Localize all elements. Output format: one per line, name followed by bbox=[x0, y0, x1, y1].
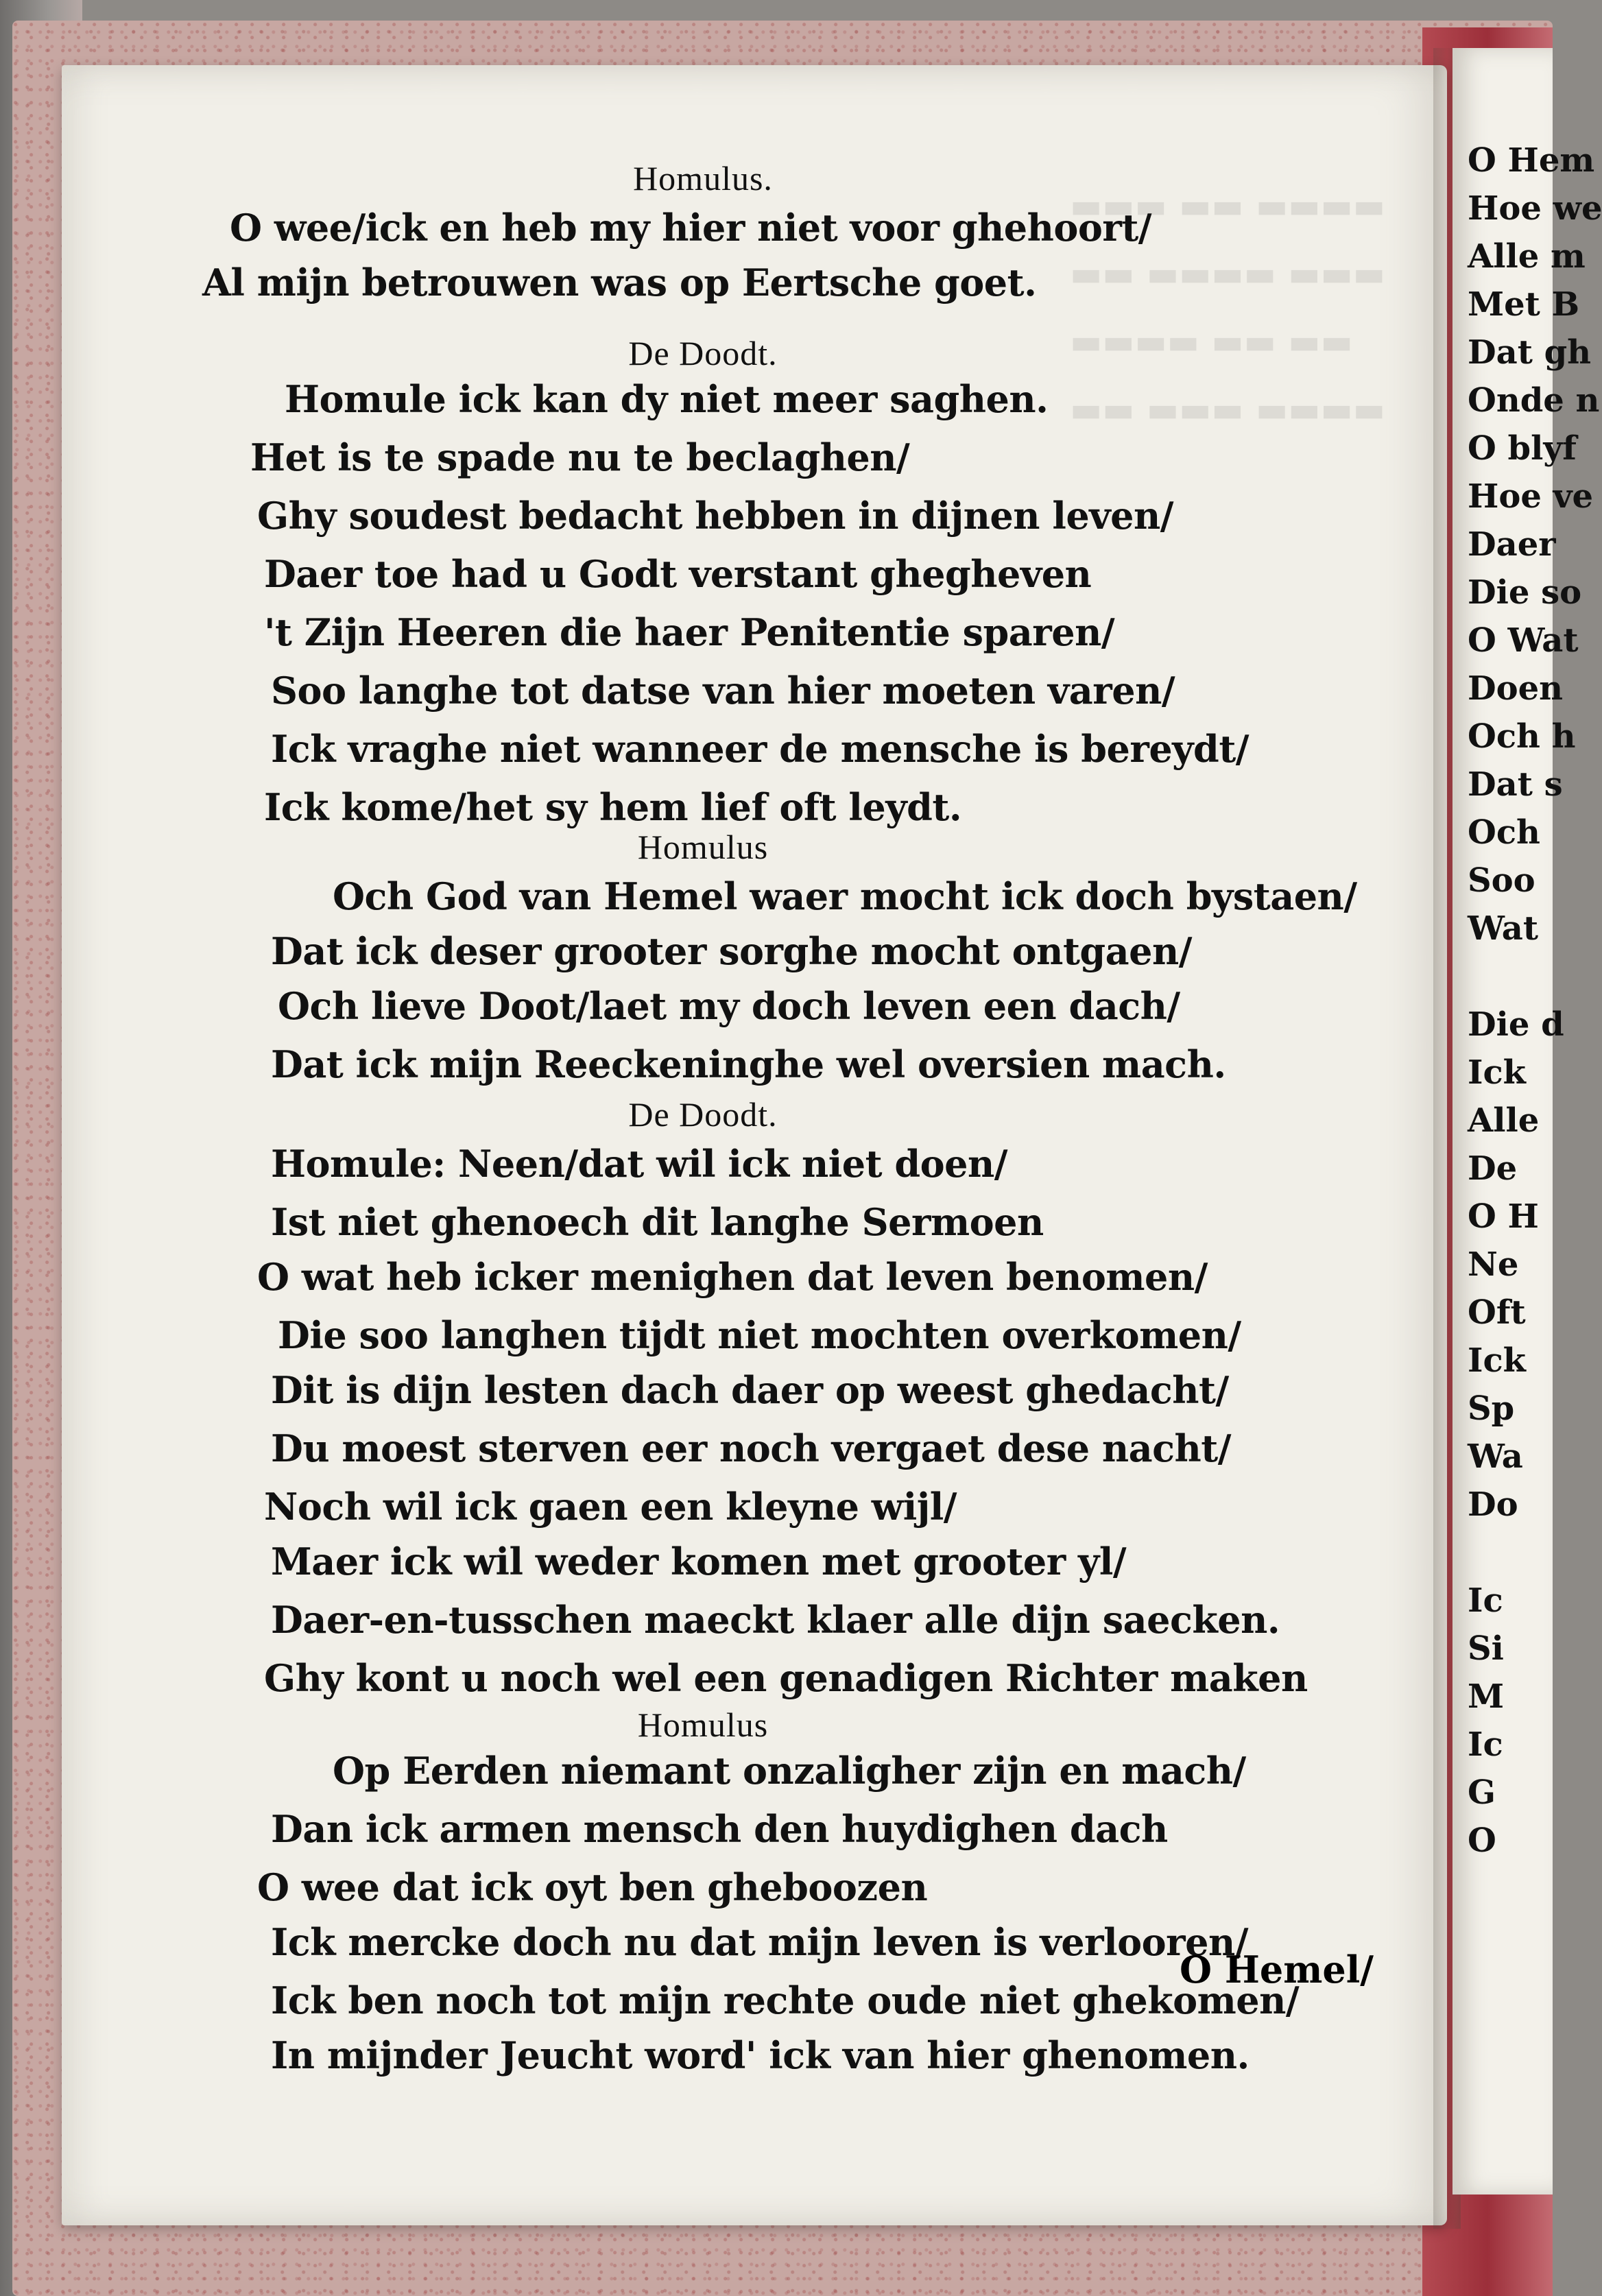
facing-line-fragment: O H bbox=[1468, 1197, 1539, 1236]
facing-line-fragment: Doen bbox=[1468, 669, 1564, 708]
verse-line: Het is te spade nu te beclaghen/ bbox=[250, 435, 910, 479]
verse-line: Die soo langhen tijdt niet mochten overkomen/ bbox=[278, 1313, 1241, 1357]
facing-line-fragment: Dat s bbox=[1468, 765, 1563, 804]
verse-line: Du moest sterven eer noch vergaet dese nacht/ bbox=[271, 1426, 1231, 1470]
catchword: O Hemel/ bbox=[1180, 1948, 1374, 1992]
verse-line: Ghy kont u noch wel een genadigen Richter maken bbox=[264, 1656, 1308, 1700]
facing-line-fragment: Alle m bbox=[1468, 237, 1586, 276]
facing-line-fragment bbox=[1468, 1536, 1557, 1584]
verse-line: Ick ben noch tot mijn rechte oude niet ghekomen/ bbox=[271, 1978, 1300, 2022]
facing-line-fragment: Die d bbox=[1468, 1005, 1564, 1044]
verse-line: Och lieve Doot/laet my doch leven een dach/ bbox=[278, 984, 1180, 1028]
verse-line: Dat ick deser grooter sorghe mocht ontgaen/ bbox=[271, 929, 1192, 973]
speaker-heading: De Doodt. bbox=[628, 1095, 778, 1134]
facing-line-fragment: Hoe we bbox=[1468, 189, 1602, 228]
verse-line: Dat ick mijn Reeckeninghe wel oversien mach. bbox=[271, 1042, 1226, 1086]
facing-line-fragment: O blyf bbox=[1468, 429, 1577, 468]
facing-line-fragment: Daer bbox=[1468, 525, 1556, 564]
facing-line-fragment: Ick bbox=[1468, 1053, 1526, 1092]
verse-line: Ick vraghe niet wanneer de mensche is bereydt/ bbox=[271, 727, 1249, 771]
facing-line-fragment: De bbox=[1468, 1149, 1518, 1188]
facing-page-text bbox=[1468, 141, 1602, 1872]
facing-line-fragment: Ne bbox=[1468, 1245, 1519, 1284]
verse-line: Ist niet ghenoech dit langhe Sermoen bbox=[271, 1200, 1044, 1244]
verse-line: Op Eerden niemant onzaligher zijn en mach/ bbox=[333, 1749, 1246, 1793]
facing-line-fragment: O Hem bbox=[1468, 141, 1595, 180]
verse-line: Homule ick kan dy niet meer saghen. bbox=[285, 377, 1049, 421]
facing-line-fragment: Ick bbox=[1468, 1341, 1526, 1380]
verse-line: Och God van Hemel waer mocht ick doch bystaen/ bbox=[333, 874, 1357, 918]
facing-line-fragment: Sp bbox=[1468, 1389, 1515, 1428]
facing-line-fragment: Oft bbox=[1468, 1293, 1526, 1332]
facing-line-fragment: Ic bbox=[1468, 1581, 1503, 1620]
verse-line: Noch wil ick gaen een kleyne wijl/ bbox=[264, 1485, 957, 1529]
facing-line-fragment: Met B bbox=[1468, 285, 1580, 324]
facing-line-fragment: Onde n bbox=[1468, 381, 1600, 420]
verse-line: Dan ick armen mensch den huydighen dach bbox=[271, 1807, 1168, 1851]
speaker-heading: Homulus. bbox=[633, 159, 773, 198]
facing-line-fragment: Soo bbox=[1468, 861, 1535, 900]
verse-line: Ick mercke doch nu dat mijn leven is verlooren/ bbox=[271, 1920, 1248, 1964]
facing-line-fragment bbox=[1468, 960, 1557, 1008]
facing-line-fragment: O bbox=[1468, 1821, 1496, 1860]
facing-line-fragment: Si bbox=[1468, 1629, 1504, 1668]
verse-line: O wee/ick en heb my hier niet voor ghehoort/ bbox=[230, 206, 1151, 250]
verse-line: Soo langhe tot datse van hier moeten varen/ bbox=[271, 669, 1175, 713]
facing-line-fragment: Och bbox=[1468, 813, 1540, 852]
verse-line: Al mijn betrouwen was op Eertsche goet. bbox=[202, 261, 1037, 304]
facing-line-fragment: Hoe ve bbox=[1468, 477, 1594, 516]
verse-line: Maer ick wil weder komen met grooter yl/ bbox=[271, 1540, 1127, 1583]
verse-line: Ghy soudest bedacht hebben in dijnen leven/ bbox=[257, 494, 1173, 538]
facing-line-fragment: Wa bbox=[1468, 1437, 1523, 1476]
facing-line-fragment: Ic bbox=[1468, 1725, 1503, 1764]
verse-line: Ick kome/het sy hem lief oft leydt. bbox=[264, 785, 962, 829]
verse-line: O wee dat ick oyt ben gheboozen bbox=[257, 1865, 928, 1909]
verse-line: Daer toe had u Godt verstant ghegheven bbox=[264, 552, 1092, 596]
facing-line-fragment: Wat bbox=[1468, 909, 1539, 948]
speaker-heading: Homulus bbox=[637, 828, 769, 866]
facing-line-fragment: Och h bbox=[1468, 717, 1576, 756]
speaker-heading: Homulus bbox=[637, 1706, 769, 1744]
facing-line-fragment: Die so bbox=[1468, 573, 1582, 612]
facing-line-fragment: G bbox=[1468, 1773, 1496, 1812]
verse-line: Homule: Neen/dat wil ick niet doen/ bbox=[271, 1142, 1007, 1186]
speaker-heading: De Doodt. bbox=[628, 334, 778, 372]
facing-line-fragment: Do bbox=[1468, 1485, 1518, 1524]
verse-line: Dit is dijn lesten dach daer op weest ghedacht/ bbox=[271, 1368, 1229, 1412]
verse-line: O wat heb icker menighen dat leven benomen/ bbox=[257, 1255, 1208, 1299]
facing-line-fragment: Dat gh bbox=[1468, 333, 1592, 372]
facing-line-fragment: O Wat bbox=[1468, 621, 1579, 660]
verse-line: 't Zijn Heeren die haer Penitentie sparen/ bbox=[264, 610, 1115, 654]
verse-line: Daer-en-tusschen maeckt klaer alle dijn saecken. bbox=[271, 1598, 1280, 1642]
facing-line-fragment: M bbox=[1468, 1677, 1505, 1716]
facing-line-fragment: Alle bbox=[1468, 1101, 1540, 1140]
verse-line: In mijnder Jeucht word' ick van hier ghenomen. bbox=[271, 2033, 1250, 2077]
